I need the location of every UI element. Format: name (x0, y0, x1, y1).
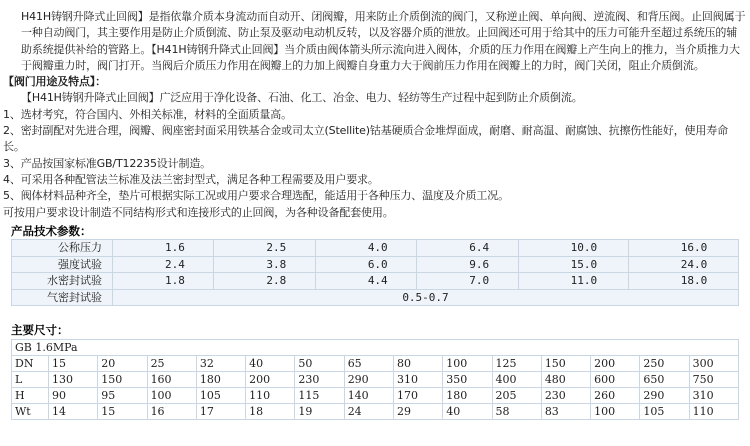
table-cell: 24 (344, 404, 393, 420)
table-cell: 150 (541, 356, 590, 372)
table-cell: 150 (98, 372, 147, 388)
row-label: DN (12, 356, 49, 372)
table-cell: 3.8 (214, 256, 315, 273)
table-cell: 6.4 (417, 240, 518, 257)
table-cell: 115 (295, 388, 344, 404)
table-cell: 40 (443, 404, 492, 420)
table-cell: 18.0 (628, 273, 738, 290)
table-cell: 6.0 (315, 256, 416, 273)
table-cell: 50 (295, 356, 344, 372)
table-cell: 140 (344, 388, 393, 404)
table-cell: 480 (541, 372, 590, 388)
table-cell: 65 (344, 356, 393, 372)
table-cell: 290 (344, 372, 393, 388)
table-cell: 2.4 (113, 256, 214, 273)
table-cell: 250 (640, 356, 689, 372)
table-row (12, 388, 739, 404)
table-cell: 290 (640, 388, 689, 404)
feature-item: 2、密封副配对先进合理，阀瓣、阀座密封面采用铁基合金或司太立(Stellite)钴基硬质合金堆焊面成，耐磨、耐高温、耐腐蚀、抗擦伤性能好，使用寿命长。 (3, 124, 728, 154)
table-cell: 14 (49, 404, 98, 420)
table-cell: 4.0 (315, 240, 416, 257)
table-cell: 19 (295, 404, 344, 420)
table-cell: 180 (196, 372, 245, 388)
main-dimensions-table (11, 339, 739, 420)
table-cell: 200 (246, 372, 295, 388)
table-cell: 2.5 (214, 240, 315, 257)
table-row (12, 273, 739, 290)
table-cell: 105 (640, 404, 689, 420)
table-cell: 110 (689, 404, 738, 420)
table-cell: 0.5-0.7 (113, 289, 739, 306)
table-cell: 16 (147, 404, 196, 420)
feature-item: 5、阀体材料品种齐全，垫片可根据实际工况或用户要求合理选配，能适用于各种压力、温度及介质工况。 (3, 189, 509, 203)
table-row (12, 404, 739, 420)
feature-item: 3、产品按国家标准GB/T12235设计制造。 (3, 156, 212, 170)
row-label: 公称压力 (12, 240, 113, 257)
dims-title: 主要尺寸： (11, 323, 69, 337)
table-cell: 130 (49, 372, 98, 388)
row-label: 水密封试验 (12, 273, 113, 290)
table-cell: 100 (443, 356, 492, 372)
table-cell: 24.0 (628, 256, 738, 273)
table-cell: 125 (492, 356, 541, 372)
table-cell: 7.0 (417, 273, 518, 290)
table-cell: 350 (443, 372, 492, 388)
table-cell: 15 (98, 404, 147, 420)
table-cell: 11.0 (518, 273, 628, 290)
table-cell: 1.6 (113, 240, 214, 257)
standard-label: GB 1.6MPa (12, 340, 739, 356)
row-label: L (12, 372, 49, 388)
feature-item: 1、选材考究，符合国内、外相关标准，材料的全面质量高。 (3, 107, 292, 121)
technical-parameters-table (11, 239, 739, 306)
table-cell: 205 (492, 388, 541, 404)
table-cell: 58 (492, 404, 541, 420)
table-cell: 650 (640, 372, 689, 388)
table-cell: 18 (246, 404, 295, 420)
table-cell: 40 (246, 356, 295, 372)
table-cell: 16.0 (628, 240, 738, 257)
params-title: 产品技术参数： (11, 224, 92, 238)
table-cell: 2.8 (214, 273, 315, 290)
table-cell: 260 (591, 388, 640, 404)
row-label: H (12, 388, 49, 404)
table-cell: 400 (492, 372, 541, 388)
table-cell: 170 (393, 388, 442, 404)
table-row (12, 356, 739, 372)
row-label: 强度试验 (12, 256, 113, 273)
table-cell: 230 (541, 388, 590, 404)
table-cell: 25 (147, 356, 196, 372)
row-label: Wt (12, 404, 49, 420)
table-row (12, 372, 739, 388)
usage-text: 【H41H铸钢升降式止回阀】广泛应用于净化设备、石油、化工、冶金、电力、轻纺等生产过程中起到防止介质倒流。 (21, 91, 583, 105)
table-cell: 9.6 (417, 256, 518, 273)
table-cell: 83 (541, 404, 590, 420)
table-cell: 160 (147, 372, 196, 388)
usage-heading: 【阀门用途及特点】： (3, 75, 106, 89)
table-row (12, 240, 739, 257)
table-cell: 110 (246, 388, 295, 404)
table-cell: 10.0 (518, 240, 628, 257)
table-cell: 100 (591, 404, 640, 420)
table-row (12, 340, 739, 356)
product-description (3, 9, 747, 221)
feature-item: 可按用户要求设计制造不同结构形式和连接形式的止回阀，为各种设备配套使用。 (3, 205, 394, 219)
table-cell: 80 (393, 356, 442, 372)
intro-paragraph: H41H铸钢升降式止回阀】是指依靠介质本身流动而自动开、闭阀瓣，用来防止介质倒流的阀门，又称逆止阀、单向阀、逆流阀、和背压阀。止回阀属于一种自动阀门，其主要作用是防止介质倒流、防止泵及驱动电动机反转，以及容器介质的泄放。止回阀还可用于给其中的压力可能升至超过系统压的辅助系统提供补给的管路上。【H41H铸钢升降式止回阀】当介质由阀体箭头所示流向进入阀体，介质的压力作用在阀瓣上产生向上的推力，当介质推力大于阀瓣重力时，阀门打开。当阀后介质压力作用在阀瓣上的力加上阀瓣自身重力大于阀前压力作用在阀瓣上的力时，阀门关闭，阻止介质倒流。 (21, 10, 746, 72)
table-cell: 200 (591, 356, 640, 372)
table-cell: 310 (393, 372, 442, 388)
table-cell: 180 (443, 388, 492, 404)
row-label: 气密封试验 (12, 289, 113, 306)
table-cell: 1.8 (113, 273, 214, 290)
table-cell: 100 (147, 388, 196, 404)
table-cell: 105 (196, 388, 245, 404)
table-cell: 4.4 (315, 273, 416, 290)
table-cell: 29 (393, 404, 442, 420)
table-cell: 90 (49, 388, 98, 404)
table-cell: 600 (591, 372, 640, 388)
table-cell: 310 (689, 388, 738, 404)
table-cell: 15 (49, 356, 98, 372)
table-cell: 32 (196, 356, 245, 372)
table-cell: 20 (98, 356, 147, 372)
table-cell: 17 (196, 404, 245, 420)
table-cell: 230 (295, 372, 344, 388)
table-row (12, 256, 739, 273)
table-cell: 750 (689, 372, 738, 388)
table-row (12, 289, 739, 306)
feature-item: 4、可采用各种配管法兰标准及法兰密封型式，满足各种工程需要及用户要求。 (3, 172, 379, 186)
table-cell: 300 (689, 356, 738, 372)
table-cell: 95 (98, 388, 147, 404)
table-cell: 15.0 (518, 256, 628, 273)
